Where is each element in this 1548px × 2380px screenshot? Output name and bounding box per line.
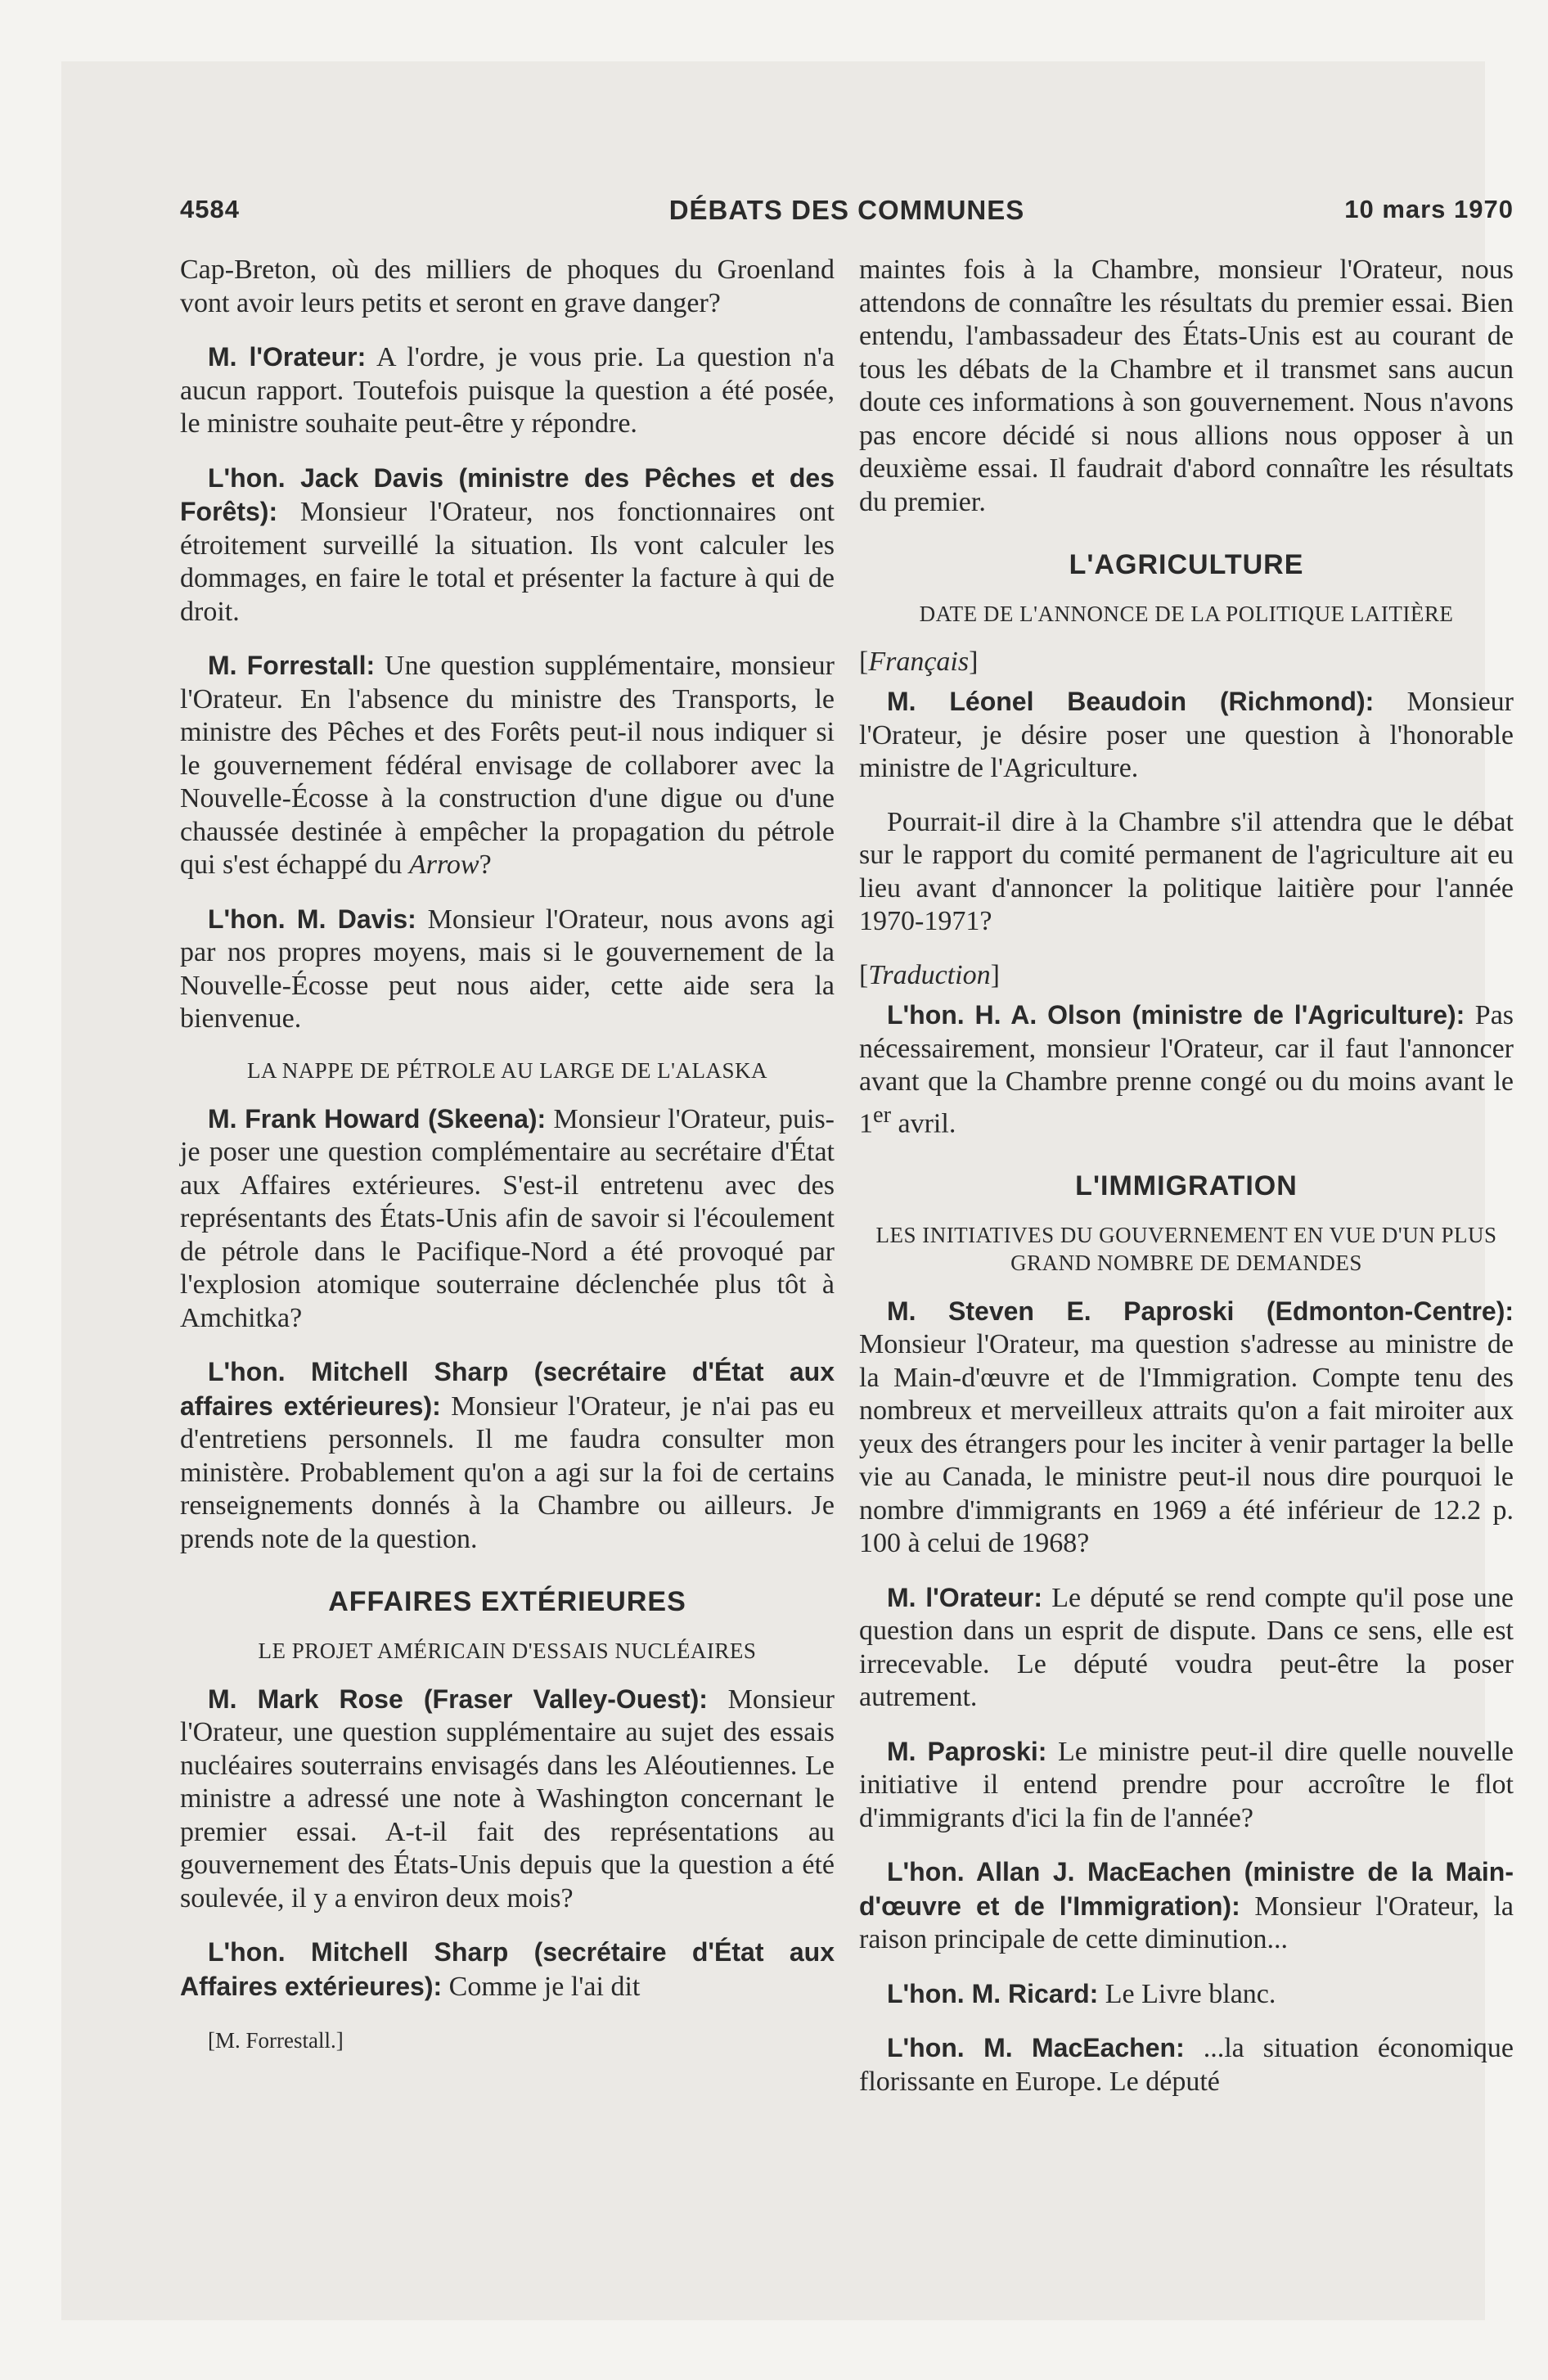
page-date: 10 mars 1970 <box>1344 195 1514 223</box>
subsection-heading: LA NAPPE DE PÉTROLE AU LARGE DE L'ALASKA <box>246 1057 768 1083</box>
paragraph: Cap-Breton, où des milliers de phoques du Groenland vont avoir leurs petits et seront en grave danger? <box>180 255 835 318</box>
paragraph <box>180 462 835 629</box>
speech: Le Livre blanc. <box>1098 1978 1276 2009</box>
section-heading: L'AGRICULTURE <box>1069 549 1304 580</box>
language-label: Français <box>868 646 970 677</box>
paragraph <box>180 649 835 882</box>
section-heading: AFFAIRES EXTÉRIEURES <box>328 1586 686 1617</box>
subsection-heading: LES INITIATIVES DU GOUVERNEMENT EN VUE D'UN PLUS GRAND NOMBRE DE DEMANDES <box>875 1222 1497 1275</box>
speaker: M. Forrestall: <box>208 651 376 680</box>
speech: Monsieur l'Orateur, une question supplémentaire au sujet des essais nucléaires souterrains envisagés dans les Aléoutiennes. Le ministre a adressé une note à Washington concernant le premier essai. A-t-il fait des représentations au gouvernement des États-Unis depuis que la question a été soulevée, il y a environ deux mois? <box>180 1684 835 1913</box>
subsection-heading: LE PROJET AMÉRICAIN D'ESSAIS NUCLÉAIRES <box>258 1638 757 1663</box>
speaker: L'hon. Mitchell Sharp (secrétaire d'État aux Affaires extérieures): <box>180 1937 835 2001</box>
speech: ? <box>479 850 492 880</box>
ship-name: Arrow <box>408 850 479 880</box>
speech: ...la situation économique florissante en Europe. Le député <box>859 2033 1514 2097</box>
page-scan <box>61 61 1514 2320</box>
speaker-tag: [M. Forrestall.] <box>208 2028 344 2053</box>
superscript: er <box>873 1102 892 1128</box>
speaker: M. Léonel Beaudoin (Richmond): <box>887 687 1375 716</box>
paragraph <box>859 1855 1514 1957</box>
speech: Le député se rend compte qu'il pose une question dans un esprit de dispute. Dans ce sens, elle est irrecevable. Le député voudra peut-être la poser autrement. <box>859 1582 1514 1713</box>
page-number: 4584 <box>180 195 240 223</box>
paragraph <box>859 1581 1514 1715</box>
speaker: M. Mark Rose (Fraser Valley-Ouest): <box>208 1684 708 1714</box>
left-column <box>180 254 835 2078</box>
speaker: L'hon. M. Ricard: <box>887 1978 1099 2008</box>
paragraph: maintes fois à la Chambre, monsieur l'Orateur, nous attendons de connaître les résultats du premier essai. Bien entendu, l'ambassadeur des États-Unis est au courant de tous les débats de la Chambre et il transmet sans aucun doute ces informations à son gouvernement. Nous n'avons pas encore décidé si nous allions nous opposer à un deuxième essai. Il faudrait d'abord connaître les résultats du premier. <box>859 255 1514 517</box>
speech: Monsieur l'Orateur, je n'ai pas eu d'entretiens personnels. Il me faudra consulter mon ministère. Probablement qu'on a agi sur la foi de certains renseignements donnés à la Chambre ou ailleurs. Je prends note de la question. <box>180 1391 835 1554</box>
speaker: M. Steven E. Paproski (Edmonton-Centre): <box>887 1296 1514 1326</box>
speaker: M. l'Orateur: <box>887 1582 1042 1612</box>
speech: Monsieur l'Orateur, la raison principale de cette diminution... <box>859 1891 1514 1955</box>
page-content <box>180 195 1514 2097</box>
paragraph <box>180 903 835 1036</box>
subsection-heading: DATE DE L'ANNONCE DE LA POLITIQUE LAITIÈRE <box>919 601 1454 626</box>
speech: Monsieur l'Orateur, nos fonctionnaires ont étroitement surveillé la situation. Ils vont calculer les dommages, en faire le total et présenter la facture à qui de droit. <box>180 497 835 627</box>
speech: Monsieur l'Orateur, ma question s'adresse au ministre de la Main-d'œuvre et de l'Immigration. Compte tenu des nombreux et merveilleux attraits qu'on a fait miroiter aux yeux des étrangers pour les inciter à venir partager la belle vie au Canada, le ministre peut-il nous dire pourquoi le nombre d'immigrants en 1969 a été inférieur de 12.2 p. 100 à celui de 1968? <box>859 1329 1514 1559</box>
paragraph: Pourrait-il dire à la Chambre s'il attendra que le débat sur le rapport du comité permanent de l'agriculture ait eu lieu avant d'annoncer la politique laitière pour l'année 1970-1971? <box>859 806 1514 936</box>
paragraph <box>180 1936 835 2004</box>
speaker: L'hon. Allan J. MacEachen (ministre de la Main-d'œuvre et de l'Immigration): <box>859 1857 1514 1921</box>
page-header <box>180 195 1514 236</box>
speech: Monsieur l'Orateur, je désire poser une question à l'honorable ministre de l'Agriculture. <box>859 687 1514 783</box>
speaker: L'hon. H. A. Olson (ministre de l'Agriculture): <box>887 1000 1465 1030</box>
speaker: M. Frank Howard (Skeena): <box>208 1103 547 1134</box>
speech: Comme je l'ai dit <box>442 1971 641 2002</box>
paragraph <box>180 1683 835 1916</box>
speech: Pas nécessairement, monsieur l'Orateur, car il faut l'annoncer avant que la Chambre prenne congé ou du moins avant le 1 <box>859 1000 1514 1138</box>
speaker: L'hon. Mitchell Sharp (secrétaire d'État aux affaires extérieures): <box>180 1357 835 1421</box>
speaker: L'hon. Jack Davis (ministre des Pêches et des Forêts): <box>180 462 835 526</box>
language-marker: [Français] <box>859 646 979 677</box>
section-heading: L'IMMIGRATION <box>1075 1170 1298 1202</box>
page-title: DÉBATS DES COMMUNES <box>668 195 1025 225</box>
speech: Une question supplémentaire, monsieur l'Orateur. En l'absence du ministre des Transports, le ministre des Pêches et des Forêts peut-il nous indiquer si le gouvernement fédéral envisage de collaborer avec la Nouvelle-Écosse à la construction d'une digue ou d'une chaussée destinée à empêcher la propagation du pétrole qui s'est échappé du <box>180 651 835 880</box>
speech: Monsieur l'Orateur, puis-je poser une question complémentaire au secrétaire d'État aux Affaires extérieures. S'est-il entretenu avec des représentants des États-Unis afin de savoir si l'écoulement de pétrole dans le Pacifique-Nord a été provoqué par l'explosion atomique souterraine déclenchée plus tôt à Amchitka? <box>180 1103 835 1333</box>
paragraph <box>859 1295 1514 1561</box>
language-label: Traduction <box>868 959 991 990</box>
speaker: M. l'Orateur: <box>208 342 367 372</box>
paragraph <box>180 1102 835 1336</box>
speaker: L'hon. M. MacEachen: <box>887 2033 1185 2063</box>
speaker: L'hon. M. Davis: <box>208 904 416 934</box>
paragraph <box>180 1355 835 1556</box>
speech: Le ministre peut-il dire quelle nouvelle initiative il entend prendre pour accroître le flot d'immigrants d'ici la fin de l'année? <box>859 1736 1514 1833</box>
speaker: M. Paproski: <box>887 1736 1047 1766</box>
speech: avril. <box>891 1107 956 1138</box>
speech: Monsieur l'Orateur, nous avons agi par nos propres moyens, mais si le gouvernement de la Nouvelle-Écosse peut nous aider, cette aide sera la bienvenue. <box>180 904 835 1034</box>
paragraph <box>859 998 1514 1140</box>
paragraph <box>859 1977 1514 2012</box>
language-marker: [Traduction] <box>859 959 1000 990</box>
speech: A l'ordre, je vous prie. La question n'a aucun rapport. Toutefois puisque la question a été posée, le ministre souhaite peut-être y répondre. <box>180 342 835 439</box>
paragraph <box>859 1735 1514 1836</box>
paragraph <box>859 685 1514 786</box>
right-column <box>859 254 1514 2119</box>
paragraph <box>859 2031 1514 2098</box>
paragraph <box>180 340 835 441</box>
